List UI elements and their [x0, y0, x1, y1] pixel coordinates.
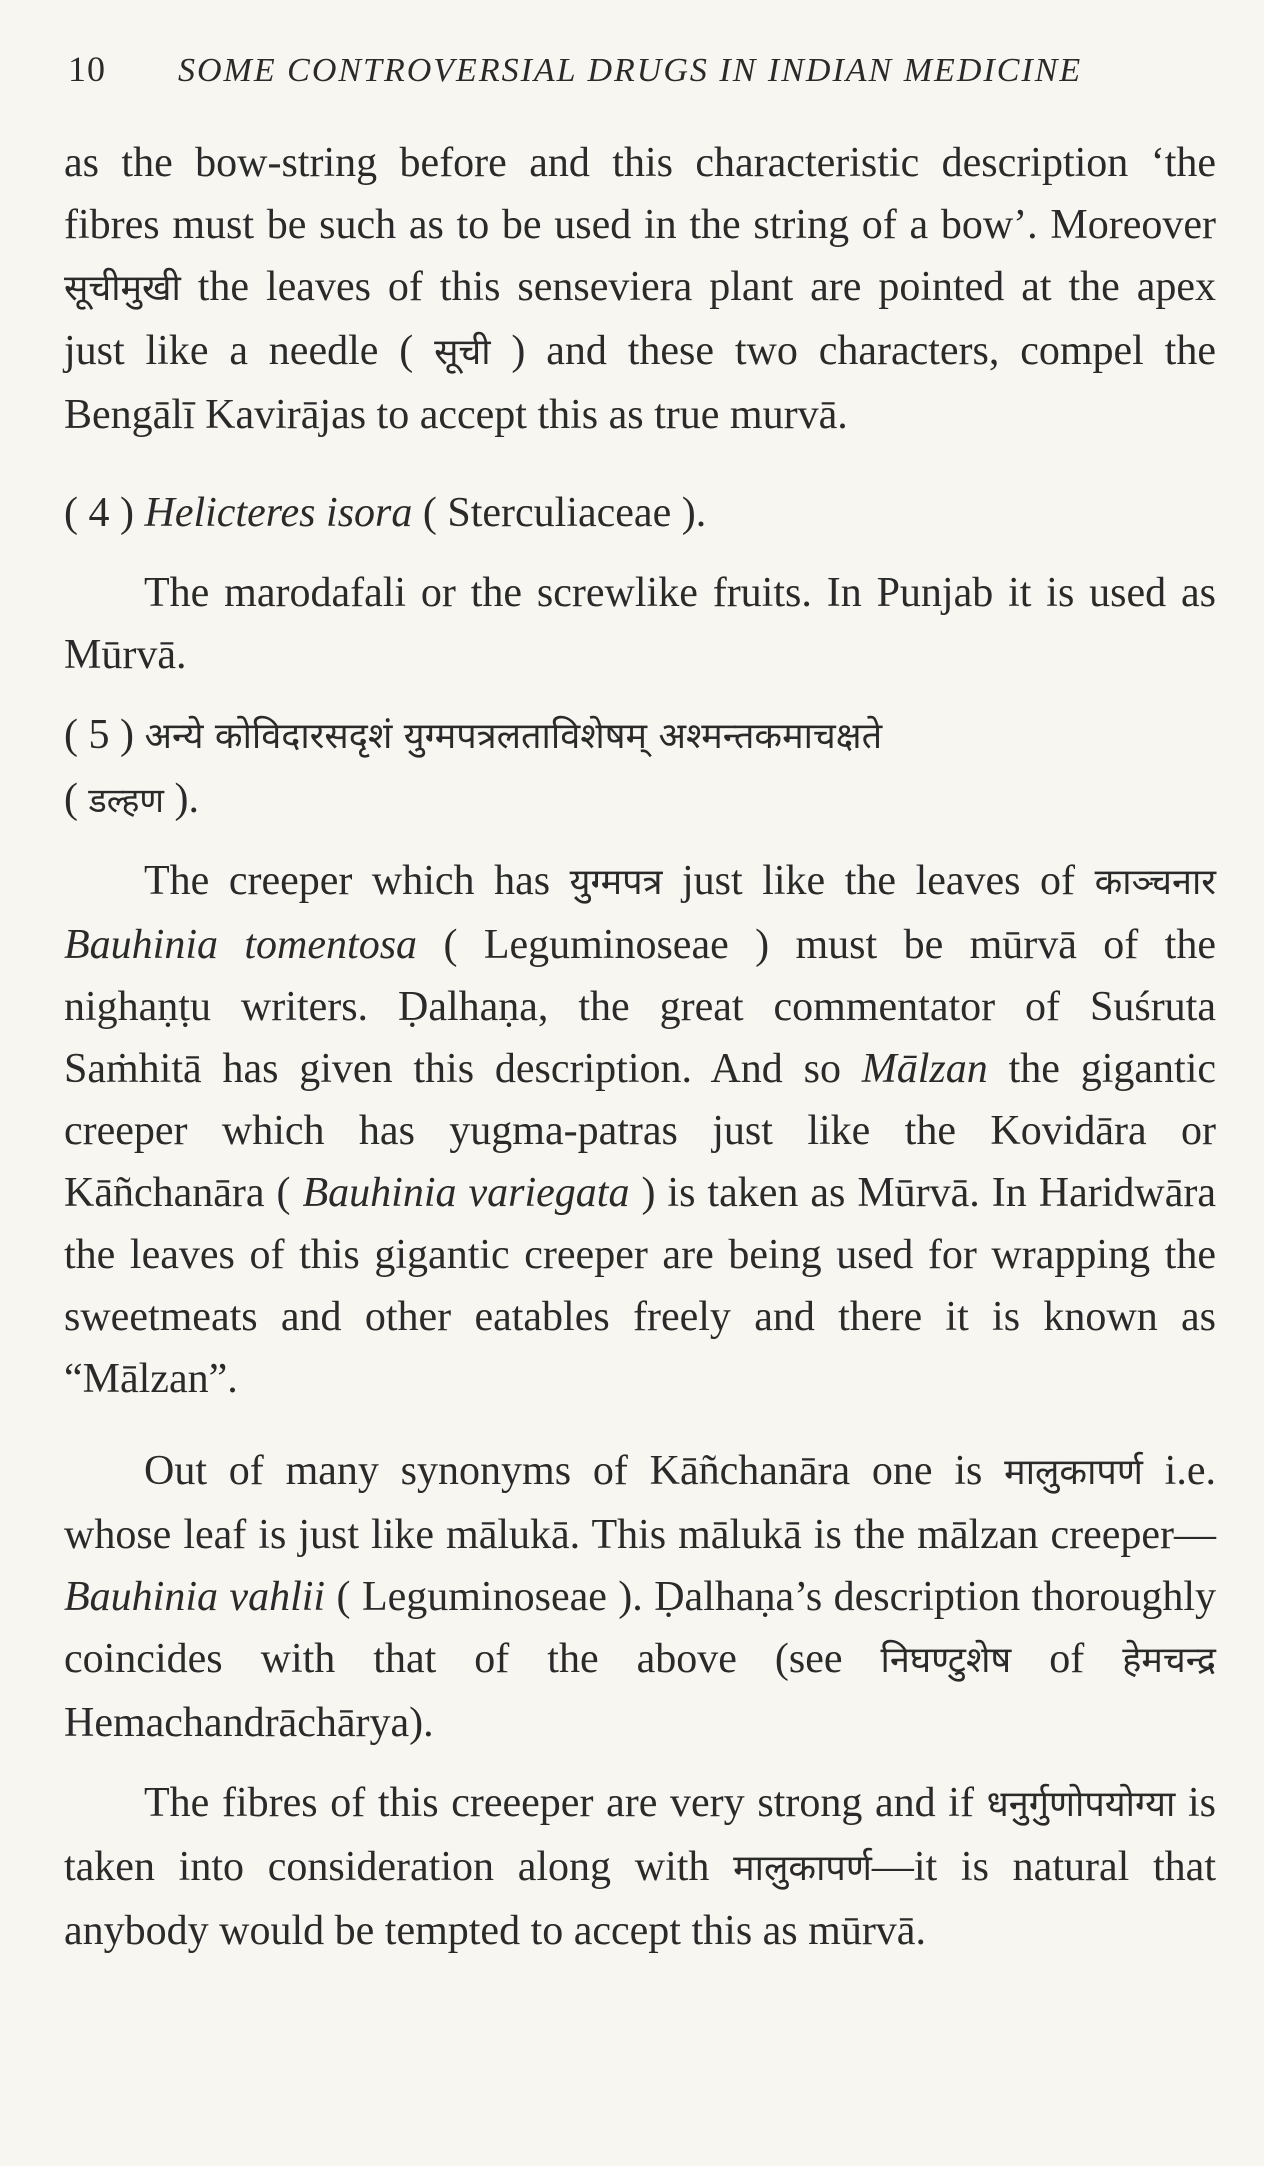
species-name: Helicteres isora	[144, 490, 413, 536]
devanagari-term: मालुकापर्ण	[1004, 1452, 1143, 1493]
text-span: is taken into consideration along with	[64, 1780, 1217, 1890]
devanagari-term: धनुर्गुणोपयोग्या	[986, 1784, 1176, 1825]
section-number: ( 4 )	[64, 490, 145, 536]
devanagari-term: हेमचन्द्र	[1122, 1640, 1216, 1681]
paragraph-3	[64, 850, 1216, 1410]
text-span: ).	[163, 776, 199, 822]
running-header	[68, 48, 1204, 90]
text-span: The creeper which has	[144, 858, 570, 904]
page-number: 10	[68, 49, 106, 89]
page-body	[64, 132, 1216, 1962]
devanagari-term: निघण्टुशेष	[880, 1640, 1012, 1681]
text-span: ( Leguminoseae ). Ḍalhaṇa’s description thoroughly coincides with that of the above (see	[64, 1574, 1216, 1682]
devanagari-term: सूचीमुखी	[64, 268, 181, 309]
quote-source: डल्हण	[88, 781, 164, 821]
text-span: ) is taken as Mūrvā. In Haridwāra the leaves of this gigantic creeper are being used for wrapping the sweetmeats and other eatables freely and there it is known as “Mālzan”.	[64, 1170, 1216, 1402]
section-4-heading	[64, 482, 1216, 544]
paragraph-4	[64, 1440, 1216, 1754]
devanagari-term: मालुकापर्ण	[733, 1848, 872, 1889]
paragraph-2: The marodafali or the screwlike fruits. In Punjab it is used as Mūrvā.	[64, 570, 1216, 678]
species-name: Bauhinia variegata	[302, 1170, 630, 1216]
text-span: the leaves of this senseviera plant are pointed at the apex just like a needle (	[64, 264, 1216, 374]
paragraph-5	[64, 1772, 1216, 1962]
family-name: ( Sterculiaceae ).	[412, 490, 707, 536]
text-span: ) and these two characters, compel the Bengālī Kavirājas to accept this as true murvā.	[64, 328, 1216, 438]
section-5-heading	[64, 704, 1216, 832]
devanagari-term: सूची	[434, 332, 491, 373]
text-span: (	[64, 776, 89, 822]
text-span: i.e. whose leaf is just like mālukā. This mālukā is the mālzan creeper—	[64, 1448, 1216, 1558]
sanskrit-quote: अन्ये कोविदारसदृशं युग्मपत्रलताविशेषम् अश्मन्तकमाचक्षते	[144, 716, 883, 757]
text-span: —it is natural that anybody would be tempted to accept this as mūrvā.	[64, 1844, 1216, 1954]
text-span: the gigantic creeper which has yugma-patras just like the Kovidāra or Kāñchanāra (	[64, 1046, 1216, 1216]
devanagari-term: युग्मपत्र	[569, 862, 663, 903]
running-title: SOME CONTROVERSIAL DRUGS IN INDIAN MEDICINE	[178, 52, 1083, 89]
species-name: Bauhinia vahlii	[64, 1574, 326, 1620]
text-span: as the bow-string before and this characteristic description ‘the fibres must be such as to be used in the string of a bow’. Moreover	[64, 140, 1216, 248]
paragraph-1	[64, 132, 1216, 446]
text-span: Hemachandrāchārya).	[64, 1700, 434, 1746]
text-span: of	[1011, 1636, 1123, 1682]
section-number: ( 5 )	[64, 712, 145, 758]
species-name: Bauhinia tomentosa	[64, 922, 418, 968]
text-span: Out of many synonyms of Kāñchanāra one is	[144, 1448, 1005, 1494]
text-span: ( Leguminoseae ) must be mūrvā of the nighaṇṭu writers. Ḍalhaṇa, the great commentator of Suśruta Saṁhitā has given this description. And so	[64, 922, 1216, 1092]
text-span: just like the leaves of	[662, 858, 1095, 904]
species-name: Mālzan	[861, 1046, 988, 1092]
devanagari-term: काञ्चनार	[1094, 862, 1216, 903]
text-span: The fibres of this creeeper are very strong and if	[144, 1780, 987, 1826]
